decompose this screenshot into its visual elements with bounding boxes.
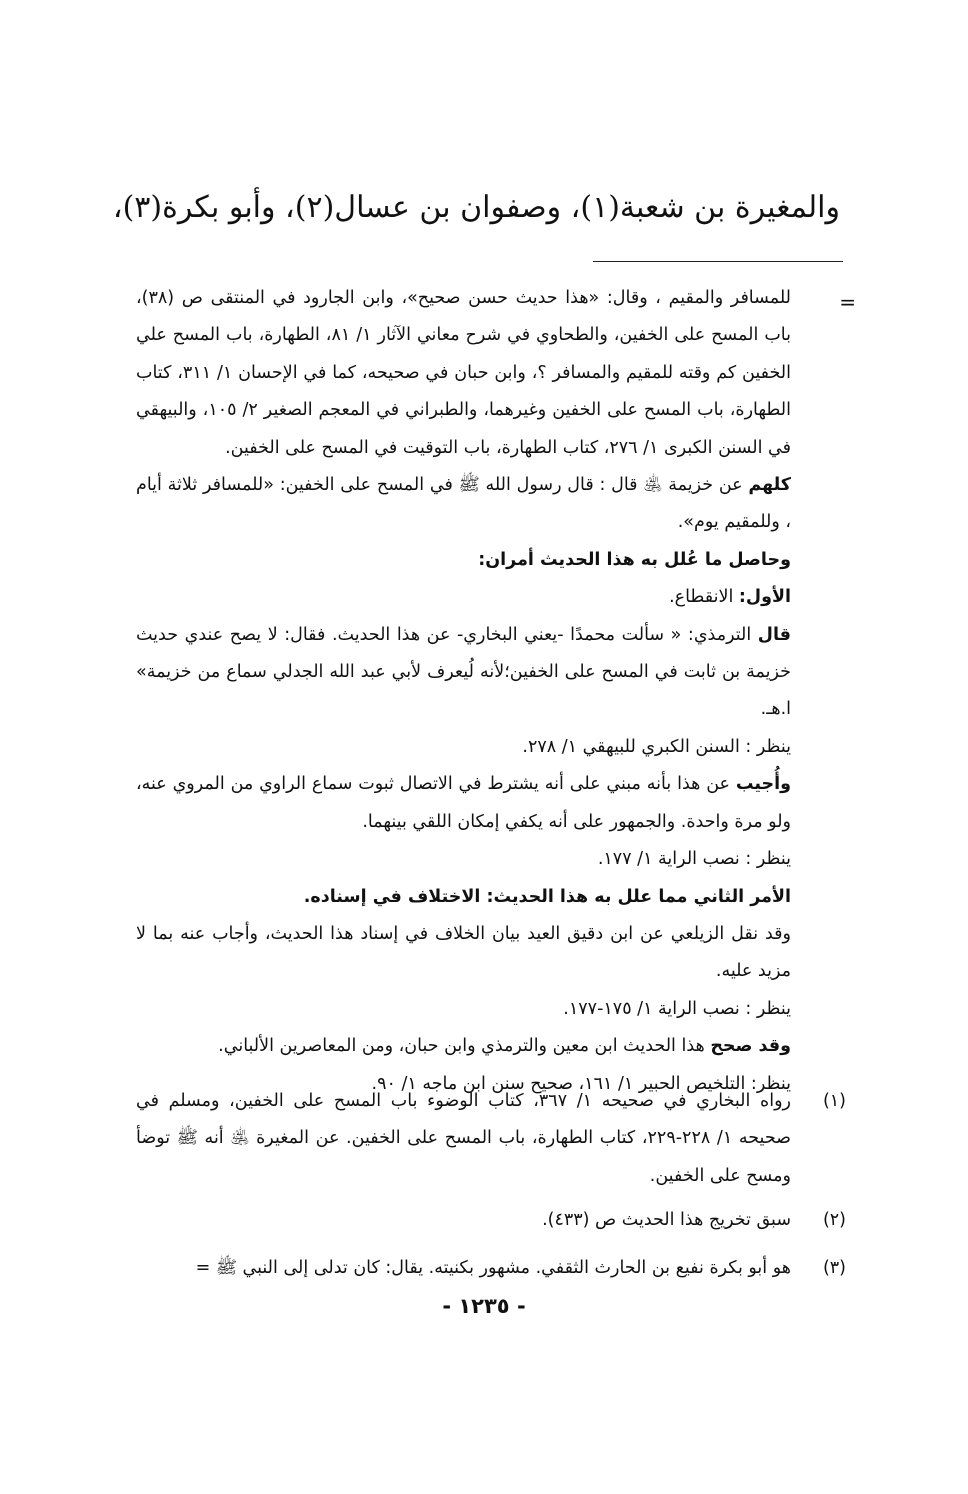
footnote-separator [593, 261, 843, 262]
continued-footnote [136, 280, 791, 1103]
footnote-paragraph: ينظر : نصب الراية ١/ ١٧٧. [597, 849, 791, 870]
footnote-text: هو أبو بكرة نفيع بن الحارث الثقفي. مشهور بكنيته. يقال: كان تدلى إلى النبي ﷺ = [195, 1258, 791, 1278]
footnote-paragraph: للمسافر والمقيم ، وقال: «هذا حديث حسن صحيح»، وابن الجارود في المنتقى ص (٣٨)، باب المسح على الخفين، والطحاوي في شرح معاني الآثار ١/ ٨١، الطهارة، باب المسح علي الخفين كم وقته للمقيم والمسافر ؟، وابن حبان في صحيحه، كما في الإحسان ١/ ٣١١، كتاب الطهارة، باب المسح على الخفين وغيرهما، والطبراني في المعجم الصغير ٢/ ١٠٥، والبيهقي في السنن الكبرى ١/ ٢٧٦، كتاب الطهارة، باب التوقيت في المسح على الخفين. [136, 288, 791, 458]
footnote-1 [136, 1083, 846, 1195]
footnote-paragraph: قال الترمذي: « سألت محمدًا -يعني البخاري- عن هذا الحديث. فقال: لا يصح عندي حديث خزيمة بن ثابت في المسح على الخفين؛لأنه لُيعرف لأبي عبد الله الجدلي سماع من خزيمة» ا.هـ. [136, 624, 791, 720]
footnote-2 [136, 1202, 846, 1239]
main-text-line: والمغيرة بن شعبة(١)، وصفوان بن عسال(٢)، وأبو بكرة(٣)، [112, 190, 840, 225]
footnote-paragraph: ينظر: التلخيص الحبير ١/ ١٦١، صحيح سنن ابن ماجه ١/ ٩٠. [371, 1073, 791, 1094]
footnote-paragraph: وقد نقل الزيلعي عن ابن دقيق العيد بيان الخلاف في إسناد هذا الحديث، وأجاب عنه بما لا مزيد عليه. [136, 923, 791, 982]
footnote-paragraph: كلهم عن خزيمة ﵁ قال : قال رسول الله ﷺ في المسح على الخفين: «للمسافر ثلاثة أيام ، وللمقيم يوم». [136, 475, 791, 533]
footnote-paragraph: وأُجيب عن هذا بأنه مبني على أنه يشترط في الاتصال ثبوت سماع الراوي من المروي عنه، ولو مرة واحدة. والجمهور على أنه يكفي إمكان اللقي بينهما. [136, 774, 791, 832]
footnote-number: (١) [822, 1091, 846, 1111]
page-number: - ١٢٣٥ - [442, 1294, 526, 1318]
footnote-text: سبق تخريج هذا الحديث ص (٤٣٣). [542, 1210, 791, 1230]
footnote-paragraph: ينظر : السنن الكبري للبيهقي ١/ ٢٧٨. [522, 736, 791, 757]
footnote-paragraph: وقد صحح هذا الحديث ابن معين والترمذي وابن حبان، ومن المعاصرين الألباني. [218, 1036, 791, 1057]
footnote-paragraph: وحاصل ما عُلل به هذا الحديث أمران: [478, 549, 791, 570]
footnote-text: رواه البخاري في صحيحه ١/ ٣٦٧، كتاب الوضوء باب المسح على الخفين، ومسلم في صحيحه ١/ ٢٢٨-٢٢٩، كتاب الطهارة، باب المسح على الخفين. عن المغيرة ﵁ أنه ﷺ توضأ ومسح على الخفين. [136, 1091, 791, 1186]
footnote-number: (٣) [822, 1258, 846, 1278]
footnote-number: (٢) [822, 1210, 846, 1230]
footnote-3 [136, 1250, 846, 1287]
footnote-paragraph: الأمر الثاني مما علل به هذا الحديث: الاختلاف في إسناده. [303, 886, 791, 907]
footnote-paragraph: ينظر : نصب الراية ١/ ١٧٥-١٧٧. [563, 998, 791, 1019]
footnote-paragraph: الأول: الانقطاع. [669, 587, 791, 608]
continuation-marker: = [839, 290, 856, 314]
